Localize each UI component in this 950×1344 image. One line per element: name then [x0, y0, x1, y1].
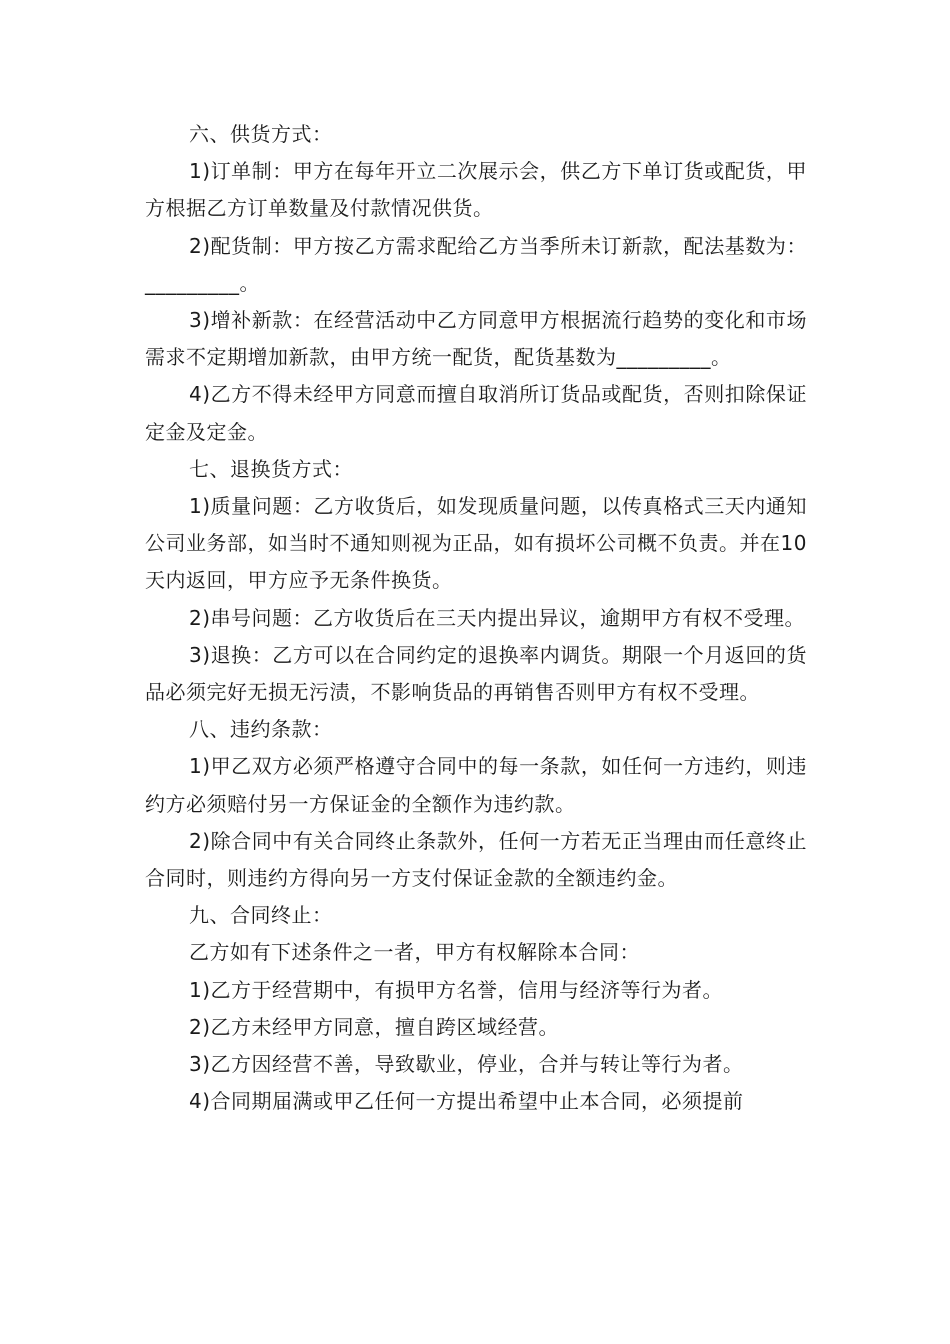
paragraph: 1)甲乙双方必须严格遵守合同中的每一条款，如任何一方违约，则违约方必须赔付另一方保证金的全额作为违约款。 — [145, 754, 807, 816]
section-heading-returns: 七、退换货方式： — [189, 456, 353, 481]
paragraph: 1)乙方于经营期中，有损甲方名誉，信用与经济等行为者。 — [189, 977, 724, 1002]
paragraph: 2)配货制：甲方按乙方需求配给乙方当季所未订新款，配法基数为：_________。 — [145, 233, 807, 295]
paragraph: 1)质量问题：乙方收货后，如发现质量问题，以传真格式三天内通知公司业务部，如当时不通知则视为正品，如有损坏公司概不负责。并在10天内返回，甲方应予无条件换货。 — [145, 494, 807, 593]
section-heading-termination: 九、合同终止： — [189, 903, 333, 928]
paragraph: 2)串号问题：乙方收货后在三天内提出异议，逾期甲方有权不受理。 — [189, 605, 806, 630]
document-body — [145, 116, 807, 1120]
paragraph: 2)乙方未经甲方同意，擅自跨区域经营。 — [189, 1014, 560, 1039]
paragraph: 3)退换：乙方可以在合同约定的退换率内调货。期限一个月返回的货品必须完好无损无污渍，不影响货品的再销售否则甲方有权不受理。 — [145, 642, 807, 705]
paragraph: 2)除合同中有关合同终止条款外，任何一方若无正当理由而任意终止合同时，则违约方得向另一方支付保证金款的全额违约金。 — [145, 828, 807, 891]
paragraph: 4)乙方不得未经甲方同意而擅自取消所订货品或配货，否则扣除保证定金及定金。 — [145, 382, 807, 444]
paragraph: 1)订单制：甲方在每年开立二次展示会，供乙方下单订货或配货，甲方根据乙方订单数量及付款情况供货。 — [145, 159, 807, 221]
section-heading-breach: 八、违约条款： — [189, 717, 333, 742]
paragraph: 4)合同期届满或甲乙任何一方提出希望中止本合同，必须提前 — [189, 1089, 744, 1114]
paragraph: 3)增补新款：在经营活动中乙方同意甲方根据流行趋势的变化和市场需求不定期增加新款，由甲方统一配货，配货基数为_________。 — [145, 308, 807, 370]
paragraph: 乙方如有下述条件之一者，甲方有权解除本合同： — [189, 940, 640, 965]
paragraph: 3)乙方因经营不善，导致歇业，停业，合并与转让等行为者。 — [189, 1052, 744, 1077]
section-heading-supply: 六、供货方式： — [189, 122, 333, 146]
